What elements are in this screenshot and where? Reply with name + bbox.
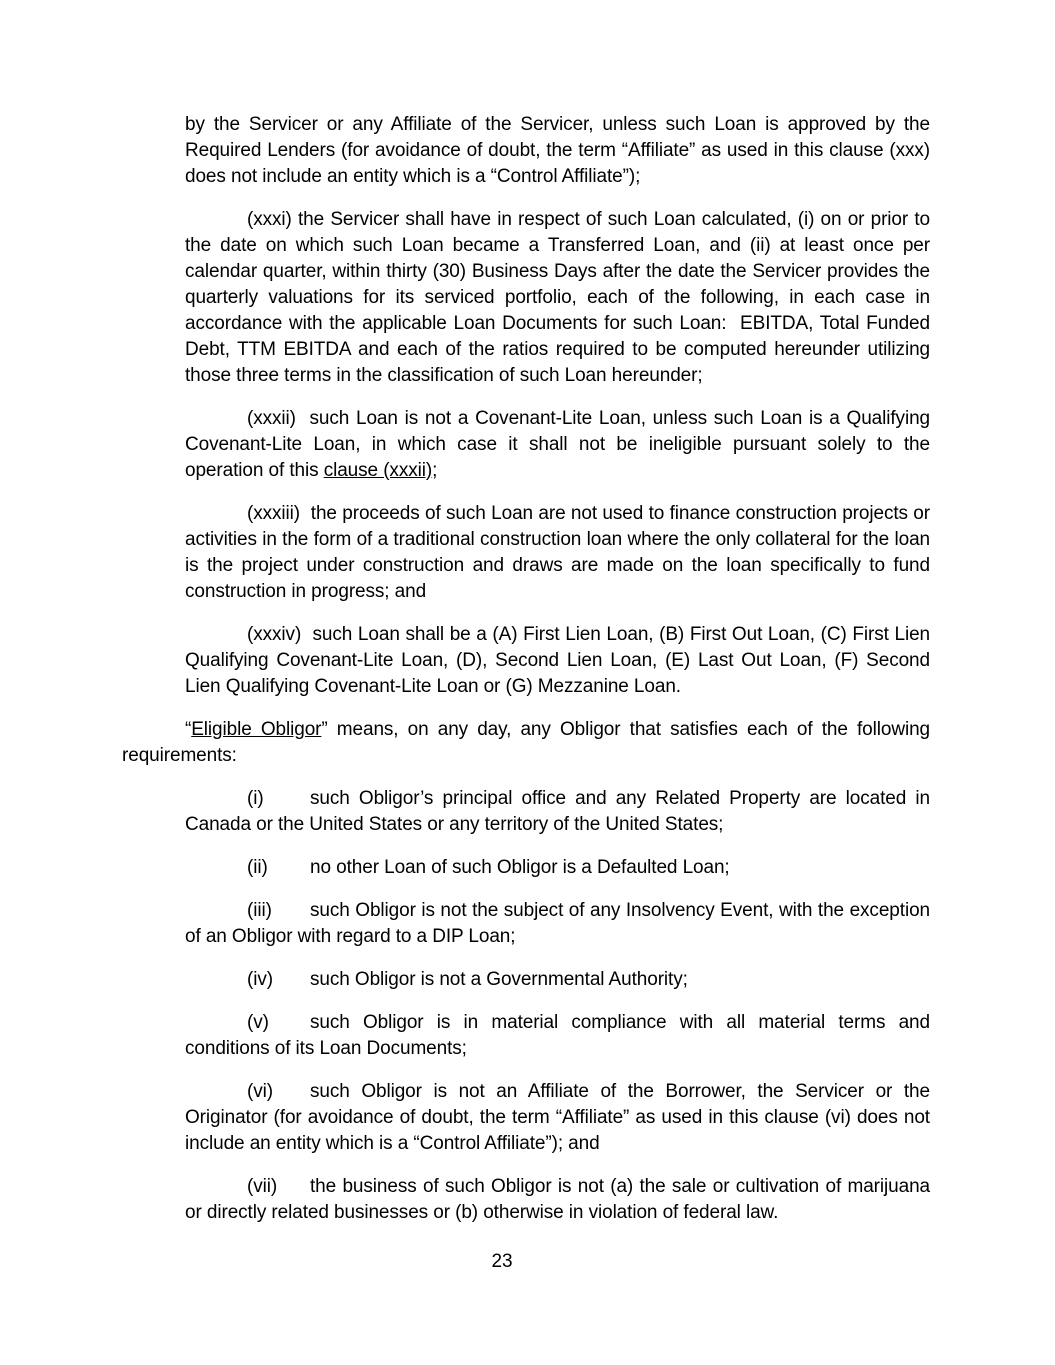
paragraph-clause-xxx-continuation xyxy=(185,112,930,190)
item-text-iv: such Obligor is not a Governmental Authority; xyxy=(310,969,688,990)
paragraph-eligible-obligor-definition xyxy=(122,717,930,769)
item-label-iv: (iv) xyxy=(247,969,273,990)
item-label-iii: (iii) xyxy=(247,900,272,921)
paragraph-clause-xxxiv xyxy=(185,622,930,700)
defined-term-eligible-obligor: Eligible Obligor xyxy=(191,719,322,740)
item-label-vii: (vii) xyxy=(247,1176,278,1197)
clause-xxxiv-text: (xxxiv) such Loan shall be a (A) First Lien Loan, (B) First Out Loan, (C) First Lien Qualifying Covenant-Lite Loan, (D), Second Lien Loan, (E) Last Out Loan, (F) Second Lien Qualifying Covenant-Lite Loan or (G) Mezzanine Loan. xyxy=(185,624,930,697)
item-text-vii: the business of such Obligor is not (a) the sale or cultivation of marijuana or directly related businesses or (b) otherwise in violation of federal law. xyxy=(185,1176,930,1223)
item-text-i: such Obligor’s principal office and any Related Property are located in Canada or the United States or any territory of the United States; xyxy=(185,788,930,835)
item-text-iii: such Obligor is not the subject of any Insolvency Event, with the exception of an Obligor with regard to a DIP Loan; xyxy=(185,900,930,947)
item-label-vi: (vi) xyxy=(247,1081,273,1102)
item-label-v: (v) xyxy=(247,1012,269,1033)
page-number: 23 xyxy=(491,1251,513,1272)
page-content xyxy=(122,112,930,1243)
paragraph-clause-xxxi xyxy=(185,207,930,389)
requirement-item-vi xyxy=(185,1079,930,1157)
clause-xxxii-text-end: ; xyxy=(432,460,438,481)
clause-xxxi-text: (xxxi) the Servicer shall have in respect of such Loan calculated, (i) on or prior to the date on which such Loan became a Transferred Loan, and (ii) at least once per calendar quarter, within thirty (30) Business Days after the date the Servicer provides the quarterly valuations for its serviced portfolio, each of the following, in each case in accordance with the applicable Loan Documents for such Loan: EBITDA, Total Funded Debt, TTM EBITDA and each of the ratios required to be computed hereunder utilizing those three terms in the classification of such Loan hereunder; xyxy=(185,209,930,386)
item-text-ii: no other Loan of such Obligor is a Defaulted Loan; xyxy=(310,857,730,878)
item-label-i: (i) xyxy=(247,788,264,809)
clause-xxxii-text: (xxxii) such Loan is not a Covenant-Lite Loan, unless such Loan is a Qualifying Covenant-Lite Loan, in which case it shall not be ineligible pursuant solely to the operation of this xyxy=(185,408,930,481)
requirement-item-iii xyxy=(185,898,930,950)
clause-xxxiii-text: (xxxiii) the proceeds of such Loan are not used to finance construction projects or activities in the form of a traditional construction loan where the only collateral for the loan is the project under construction and draws are made on the loan specifically to fund construction in progress; and xyxy=(185,503,930,602)
definition-body-text: ” means, on any day, any Obligor that satisfies each of the following requirements: xyxy=(122,719,931,766)
paragraph-clause-xxxii xyxy=(185,406,930,484)
item-label-ii: (ii) xyxy=(247,857,268,878)
requirement-item-ii xyxy=(185,855,930,881)
requirement-item-i xyxy=(185,786,930,838)
cross-reference-clause-xxxii: clause (xxxii) xyxy=(323,460,433,481)
item-text-v: such Obligor is in material compliance with all material terms and conditions of its Loan Documents; xyxy=(185,1012,930,1059)
paragraph-clause-xxxiii xyxy=(185,501,930,605)
requirement-item-iv xyxy=(185,967,930,993)
clause-xxx-continuation-text: by the Servicer or any Affiliate of the Servicer, unless such Loan is approved by the Required Lenders (for avoidance of doubt, the term “Affiliate” as used in this clause (xxx) does not include an entity which is a “Control Affiliate”); xyxy=(185,114,930,187)
requirement-item-v xyxy=(185,1010,930,1062)
requirement-item-vii xyxy=(185,1174,930,1226)
item-text-vi: such Obligor is not an Affiliate of the Borrower, the Servicer or the Originator (for avoidance of doubt, the term “Affiliate” as used in this clause (vi) does not include an entity which is a “Control Affiliate”); and xyxy=(185,1081,930,1154)
definition-open-quote: “ xyxy=(185,719,192,740)
